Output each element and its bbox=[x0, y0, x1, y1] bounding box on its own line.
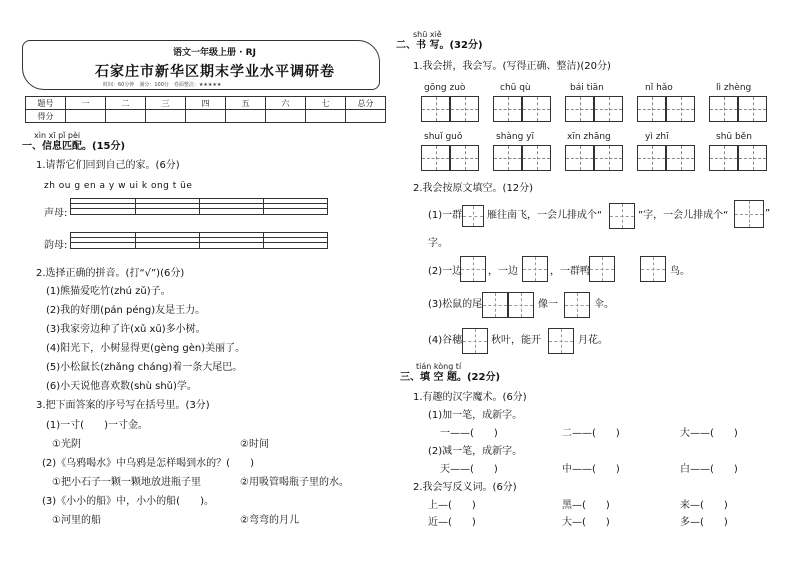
antonym-item[interactable]: 黑—( ) bbox=[562, 500, 610, 511]
writing-grid[interactable] bbox=[450, 96, 479, 122]
divider bbox=[135, 199, 136, 214]
writing-grid[interactable] bbox=[565, 145, 594, 171]
table-cell: 一 bbox=[66, 97, 106, 110]
q1-3-prompt: 3.把下面答案的序号写在括号里。(3分) bbox=[36, 400, 210, 411]
writing-grid[interactable] bbox=[522, 96, 551, 122]
word-pinyin: yì zhī bbox=[645, 132, 669, 142]
writing-grid[interactable] bbox=[421, 96, 450, 122]
score-input-cell[interactable] bbox=[106, 110, 146, 123]
q1-2-item[interactable]: (3)我家旁边种了许(xǔ xū)多小树。 bbox=[46, 324, 206, 335]
writing-grid[interactable] bbox=[637, 145, 666, 171]
magic-item[interactable]: 中——( ) bbox=[562, 464, 620, 475]
q2-2-prompt: 2.我会按原文填空。(12分) bbox=[413, 183, 534, 194]
table-cell: 三 bbox=[146, 97, 186, 110]
divider bbox=[199, 199, 200, 214]
word-pinyin: shàng yī bbox=[496, 132, 535, 142]
score-input-cell[interactable] bbox=[306, 110, 346, 123]
writing-grid[interactable] bbox=[738, 96, 767, 122]
q2-1-prompt: 1.我会拼，我会写。(写得正确、整洁)(20分) bbox=[413, 61, 611, 72]
writing-grid[interactable] bbox=[522, 145, 551, 171]
answer-box[interactable] bbox=[482, 292, 508, 318]
table-cell: 七 bbox=[306, 97, 346, 110]
q1-2-item[interactable]: (6)小天说他喜欢数(shù shǔ)学。 bbox=[46, 381, 197, 392]
writing-grid[interactable] bbox=[666, 96, 695, 122]
table-cell: 题号 bbox=[26, 97, 66, 110]
answer-box[interactable] bbox=[609, 203, 635, 229]
q1-3-c-option1: ①河里的船 bbox=[52, 515, 101, 526]
header-subtitle: 语文一年级上册 · RJ bbox=[173, 48, 256, 58]
table-cell: 总分 bbox=[346, 97, 386, 110]
table-cell: 得分 bbox=[26, 110, 66, 123]
q1-2-item[interactable]: (4)阳光下，小树显得更(gèng gèn)美丽了。 bbox=[46, 343, 246, 354]
word-pinyin: shuǐ guǒ bbox=[424, 132, 463, 142]
writing-grid[interactable] bbox=[565, 96, 594, 122]
divider bbox=[199, 233, 200, 248]
antonym-item[interactable]: 大—( ) bbox=[562, 517, 610, 528]
writing-grid[interactable] bbox=[421, 145, 450, 171]
divider bbox=[263, 233, 264, 248]
fill-text: ”字，一会儿排成个“ bbox=[638, 210, 729, 221]
q1-1-prompt: 1.请帮它们回到自己的家。(6分) bbox=[36, 160, 180, 171]
q3-2-prompt: 2.我会写反义词。(6分) bbox=[413, 482, 517, 493]
fill-text: ” bbox=[765, 208, 771, 219]
fill-text: ，一边 bbox=[488, 266, 518, 277]
table-cell: 六 bbox=[266, 97, 306, 110]
table-cell: 四 bbox=[186, 97, 226, 110]
exam-title: 石家庄市新华区期末学业水平调研卷 bbox=[95, 64, 335, 80]
word-pinyin: gōng zuò bbox=[424, 83, 466, 93]
table-cell: 二 bbox=[106, 97, 146, 110]
writing-grid[interactable] bbox=[738, 145, 767, 171]
writing-grid[interactable] bbox=[709, 145, 738, 171]
shengmu-writing-lines[interactable] bbox=[70, 198, 328, 215]
word-pinyin: nǐ hǎo bbox=[645, 83, 673, 93]
section3-pinyin: tián kòng tí bbox=[416, 362, 462, 371]
divider bbox=[135, 233, 136, 248]
answer-box[interactable] bbox=[734, 200, 764, 228]
fill-text: (4)谷穗 bbox=[428, 335, 463, 346]
q1-2-item[interactable]: (2)我的好朋(pán péng)友是王力。 bbox=[46, 305, 206, 316]
writing-grid[interactable] bbox=[666, 145, 695, 171]
table-cell: 五 bbox=[226, 97, 266, 110]
shengmu-label: 声母: bbox=[44, 208, 68, 219]
score-table-score-row bbox=[26, 110, 386, 123]
answer-box[interactable] bbox=[462, 205, 484, 227]
q1-2-prompt: 2.选择正确的拼音。(打“√”)(6分) bbox=[36, 268, 185, 279]
answer-box[interactable] bbox=[462, 328, 488, 354]
score-input-cell[interactable] bbox=[346, 110, 386, 123]
divider bbox=[263, 199, 264, 214]
answer-box[interactable] bbox=[522, 256, 548, 282]
word-pinyin: lì zhèng bbox=[716, 83, 752, 93]
q1-3-c-option2: ②弯弯的月儿 bbox=[240, 515, 299, 526]
fill-text: 鸟。 bbox=[670, 266, 690, 277]
q3-1-b-prompt: (2)减一笔，成新字。 bbox=[428, 446, 523, 457]
fill-text: 伞。 bbox=[594, 299, 614, 310]
antonym-item[interactable]: 多—( ) bbox=[680, 517, 728, 528]
section1-pinyin: xìn xī pǐ pèi bbox=[34, 131, 81, 140]
writing-grid[interactable] bbox=[709, 96, 738, 122]
antonym-item[interactable]: 近—( ) bbox=[428, 517, 476, 528]
word-pinyin: bái tiān bbox=[570, 83, 604, 93]
q3-1-a-prompt: (1)加一笔，成新字。 bbox=[428, 410, 523, 421]
q1-3-b[interactable]: (2)《乌鸦喝水》中乌鸦是怎样喝到水的？( ) bbox=[42, 458, 254, 469]
q1-2-item[interactable]: (5)小松鼠长(zhǎng cháng)着一条大尾巴。 bbox=[46, 362, 243, 373]
fill-text: 雁往南飞，一会儿排成个“ bbox=[487, 210, 603, 221]
answer-box[interactable] bbox=[460, 256, 486, 282]
exam-meta: 时间：60分钟 满分：100分 卷面整洁：★★★★★ bbox=[103, 82, 222, 88]
fill-text: 秋叶，能开 bbox=[491, 335, 541, 346]
q1-3-b-option2: ②用吸管喝瓶子里的水。 bbox=[240, 477, 349, 488]
word-pinyin: shū běn bbox=[716, 132, 752, 142]
score-input-cell[interactable] bbox=[226, 110, 266, 123]
score-input-cell[interactable] bbox=[66, 110, 106, 123]
fill-text: 像一 bbox=[538, 299, 558, 310]
q1-3-c[interactable]: (3)《小小的船》中，小小的船( )。 bbox=[42, 496, 214, 507]
antonym-item[interactable]: 上—( ) bbox=[428, 500, 476, 511]
answer-box[interactable] bbox=[508, 292, 534, 318]
writing-grid[interactable] bbox=[493, 96, 522, 122]
writing-grid[interactable] bbox=[594, 96, 623, 122]
section2-pinyin: shū xiě bbox=[413, 30, 442, 39]
q1-3-a-option1: ①光阴 bbox=[52, 439, 81, 450]
magic-item[interactable]: 二——( ) bbox=[562, 428, 620, 439]
answer-box[interactable] bbox=[589, 256, 615, 282]
score-input-cell[interactable] bbox=[186, 110, 226, 123]
antonym-item[interactable]: 来—( ) bbox=[680, 500, 728, 511]
answer-box[interactable] bbox=[548, 328, 574, 354]
magic-item[interactable]: 大——( ) bbox=[680, 428, 738, 439]
score-table bbox=[25, 96, 386, 123]
magic-item[interactable]: 天——( ) bbox=[440, 464, 498, 475]
q1-3-b-option1: ①把小石子一颗一颗地放进瓶子里 bbox=[52, 477, 201, 488]
exam-header bbox=[22, 40, 380, 90]
section1-title: 一、信息匹配。(15分) bbox=[22, 141, 126, 152]
magic-item[interactable]: 白——( ) bbox=[680, 464, 738, 475]
q1-3-a[interactable]: (1)一寸( )一寸金。 bbox=[46, 420, 148, 431]
fill-text: (2)一边 bbox=[428, 266, 463, 277]
yunmu-writing-lines[interactable] bbox=[70, 232, 328, 249]
score-input-cell[interactable] bbox=[146, 110, 186, 123]
letters-to-sort: zh ou g en a y w ui k ong t üe bbox=[44, 181, 193, 191]
score-table-header-row bbox=[26, 97, 386, 110]
magic-item[interactable]: 一——( ) bbox=[440, 428, 498, 439]
word-pinyin: chū qù bbox=[500, 83, 531, 93]
answer-box[interactable] bbox=[564, 292, 590, 318]
fill-text: (1)一群 bbox=[428, 210, 463, 221]
answer-box[interactable] bbox=[640, 256, 666, 282]
writing-grid[interactable] bbox=[493, 145, 522, 171]
writing-grid[interactable] bbox=[450, 145, 479, 171]
q3-1-prompt: 1.有趣的汉字魔术。(6分) bbox=[413, 392, 527, 403]
q1-3-a-option2: ②时间 bbox=[240, 439, 269, 450]
writing-grid[interactable] bbox=[637, 96, 666, 122]
fill-text: ，一群鸭 bbox=[550, 266, 590, 277]
fill-text: 月花。 bbox=[578, 335, 608, 346]
fill-text: (3)松鼠的尾 bbox=[428, 299, 483, 310]
writing-grid[interactable] bbox=[594, 145, 623, 171]
fill-text: 字。 bbox=[428, 238, 448, 249]
section3-title: 三、填 空 题。(22分) bbox=[400, 372, 501, 383]
yunmu-label: 韵母: bbox=[44, 240, 68, 251]
q1-2-item[interactable]: (1)熊猫爱吃竹(zhú zǔ)子。 bbox=[46, 286, 171, 297]
word-pinyin: xīn zhāng bbox=[567, 132, 611, 142]
score-input-cell[interactable] bbox=[266, 110, 306, 123]
section2-title: 二、书 写。(32分) bbox=[396, 40, 483, 51]
